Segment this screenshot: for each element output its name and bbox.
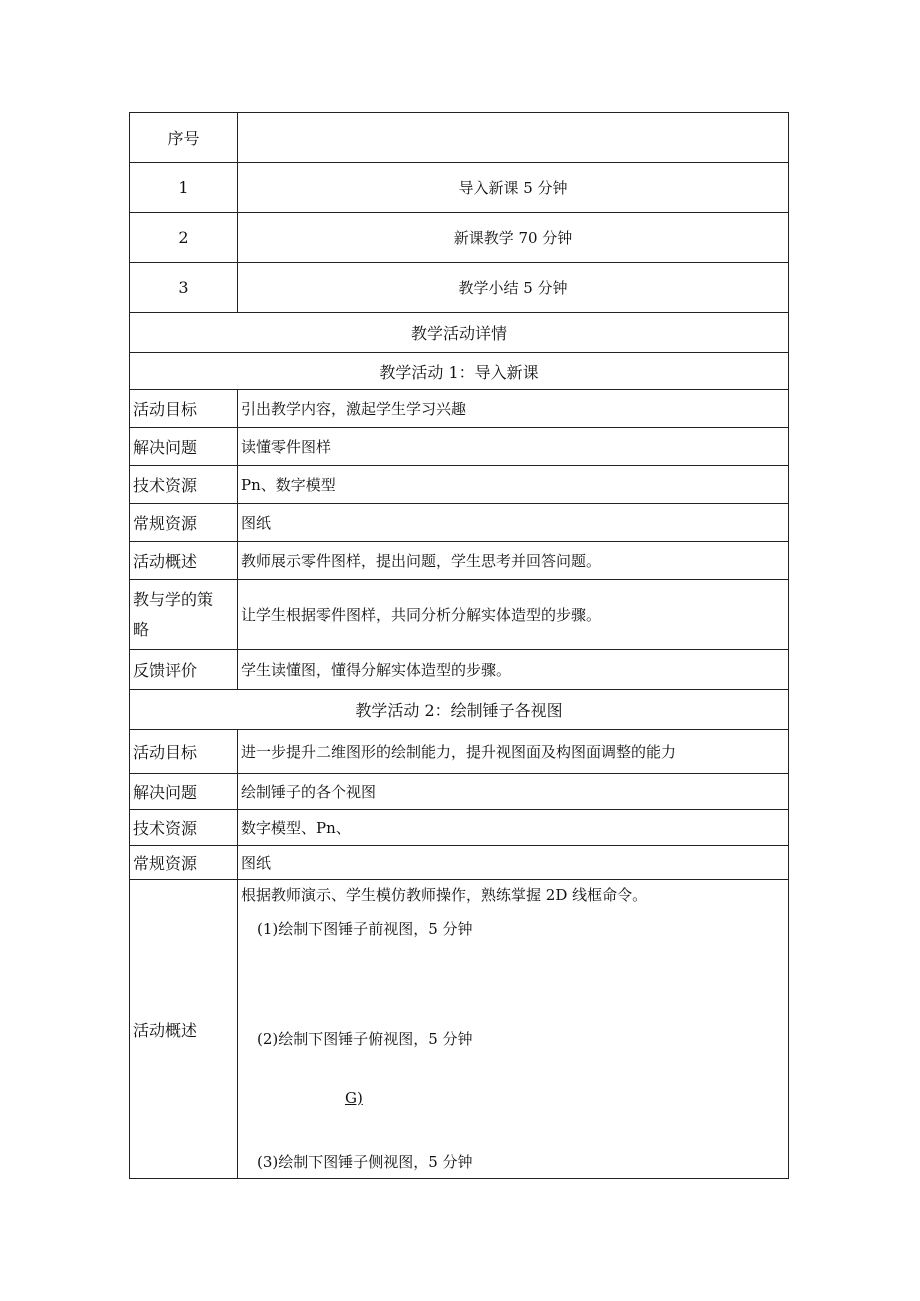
- activity2-row-goal: [130, 730, 789, 774]
- row-label: 活动目标: [130, 390, 238, 428]
- overview-content: [238, 880, 789, 1179]
- activity1-row-overview: [130, 542, 789, 580]
- row-label: 活动概述: [130, 542, 238, 580]
- activity2-row-resources: [130, 846, 789, 880]
- row-value: 读懂零件图样: [238, 428, 789, 466]
- schedule-row-text: 教学小结 5 分钟: [238, 263, 789, 313]
- row-label: [130, 580, 238, 650]
- schedule-row-number: 1: [130, 163, 238, 213]
- row-label-line: 教与学的策: [133, 589, 214, 609]
- row-value: 进一步提升二维图形的绘制能力，提升视图面及构图面调整的能力: [238, 730, 789, 774]
- lesson-plan-table: [129, 112, 789, 1179]
- activity2-row-problem: [130, 774, 789, 810]
- row-label: 常规资源: [130, 846, 238, 880]
- row-label: 技术资源: [130, 810, 238, 846]
- activity1-title-row: [130, 353, 789, 390]
- row-value: 图纸: [238, 846, 789, 880]
- row-label: 反馈评价: [130, 650, 238, 690]
- activity2-row-overview: [130, 880, 789, 1179]
- row-label: 活动概述: [130, 880, 238, 1179]
- activity1-row-strategy: [130, 580, 789, 650]
- details-title: 教学活动详情: [130, 313, 789, 353]
- activity1-row-goal: [130, 390, 789, 428]
- activity1-row-tech: [130, 466, 789, 504]
- row-label: 常规资源: [130, 504, 238, 542]
- schedule-row-text: 导入新课 5 分钟: [238, 163, 789, 213]
- schedule-header-number: 序号: [130, 113, 238, 163]
- schedule-row: [130, 213, 789, 263]
- activity1-row-resources: [130, 504, 789, 542]
- row-value: 数字模型、Pn、: [238, 810, 789, 846]
- overview-step-front-view: (1)绘制下图锤子前视图，5 分钟: [257, 920, 473, 938]
- activity1-row-problem: [130, 428, 789, 466]
- figure-mark: G): [345, 1089, 363, 1107]
- activity2-title-row: [130, 690, 789, 730]
- schedule-row-number: 2: [130, 213, 238, 263]
- overview-step-top-view: (2)绘制下图锤子俯视图，5 分钟: [257, 1030, 473, 1048]
- row-label: 技术资源: [130, 466, 238, 504]
- activity1-title: 教学活动 1：导入新课: [130, 353, 789, 390]
- schedule-row-number: 3: [130, 263, 238, 313]
- row-value: 引出教学内容，激起学生学习兴趣: [238, 390, 789, 428]
- row-value: 让学生根据零件图样，共同分析分解实体造型的步骤。: [238, 580, 789, 650]
- schedule-header-row: [130, 113, 789, 163]
- lesson-plan-document: [129, 112, 789, 1179]
- row-label-line: 略: [133, 619, 150, 639]
- row-value: Pn、数字模型: [238, 466, 789, 504]
- row-value: 绘制锤子的各个视图: [238, 774, 789, 810]
- activity1-row-feedback: [130, 650, 789, 690]
- schedule-row: [130, 263, 789, 313]
- schedule-header-content: [238, 113, 789, 163]
- schedule-row: [130, 163, 789, 213]
- row-label: 解决问题: [130, 774, 238, 810]
- overview-step-side-view: (3)绘制下图锤子侧视图，5 分钟: [257, 1153, 473, 1171]
- row-value: 学生读懂图，懂得分解实体造型的步骤。: [238, 650, 789, 690]
- activity2-title: 教学活动 2：绘制锤子各视图: [130, 690, 789, 730]
- overview-intro: 根据教师演示、学生模仿教师操作，熟练掌握 2D 线框命令。: [241, 886, 648, 904]
- row-value: 教师展示零件图样，提出问题，学生思考并回答问题。: [238, 542, 789, 580]
- schedule-row-text: 新课教学 70 分钟: [238, 213, 789, 263]
- activity2-row-tech: [130, 810, 789, 846]
- row-value: 图纸: [238, 504, 789, 542]
- row-label: 解决问题: [130, 428, 238, 466]
- row-label: 活动目标: [130, 730, 238, 774]
- details-title-row: [130, 313, 789, 353]
